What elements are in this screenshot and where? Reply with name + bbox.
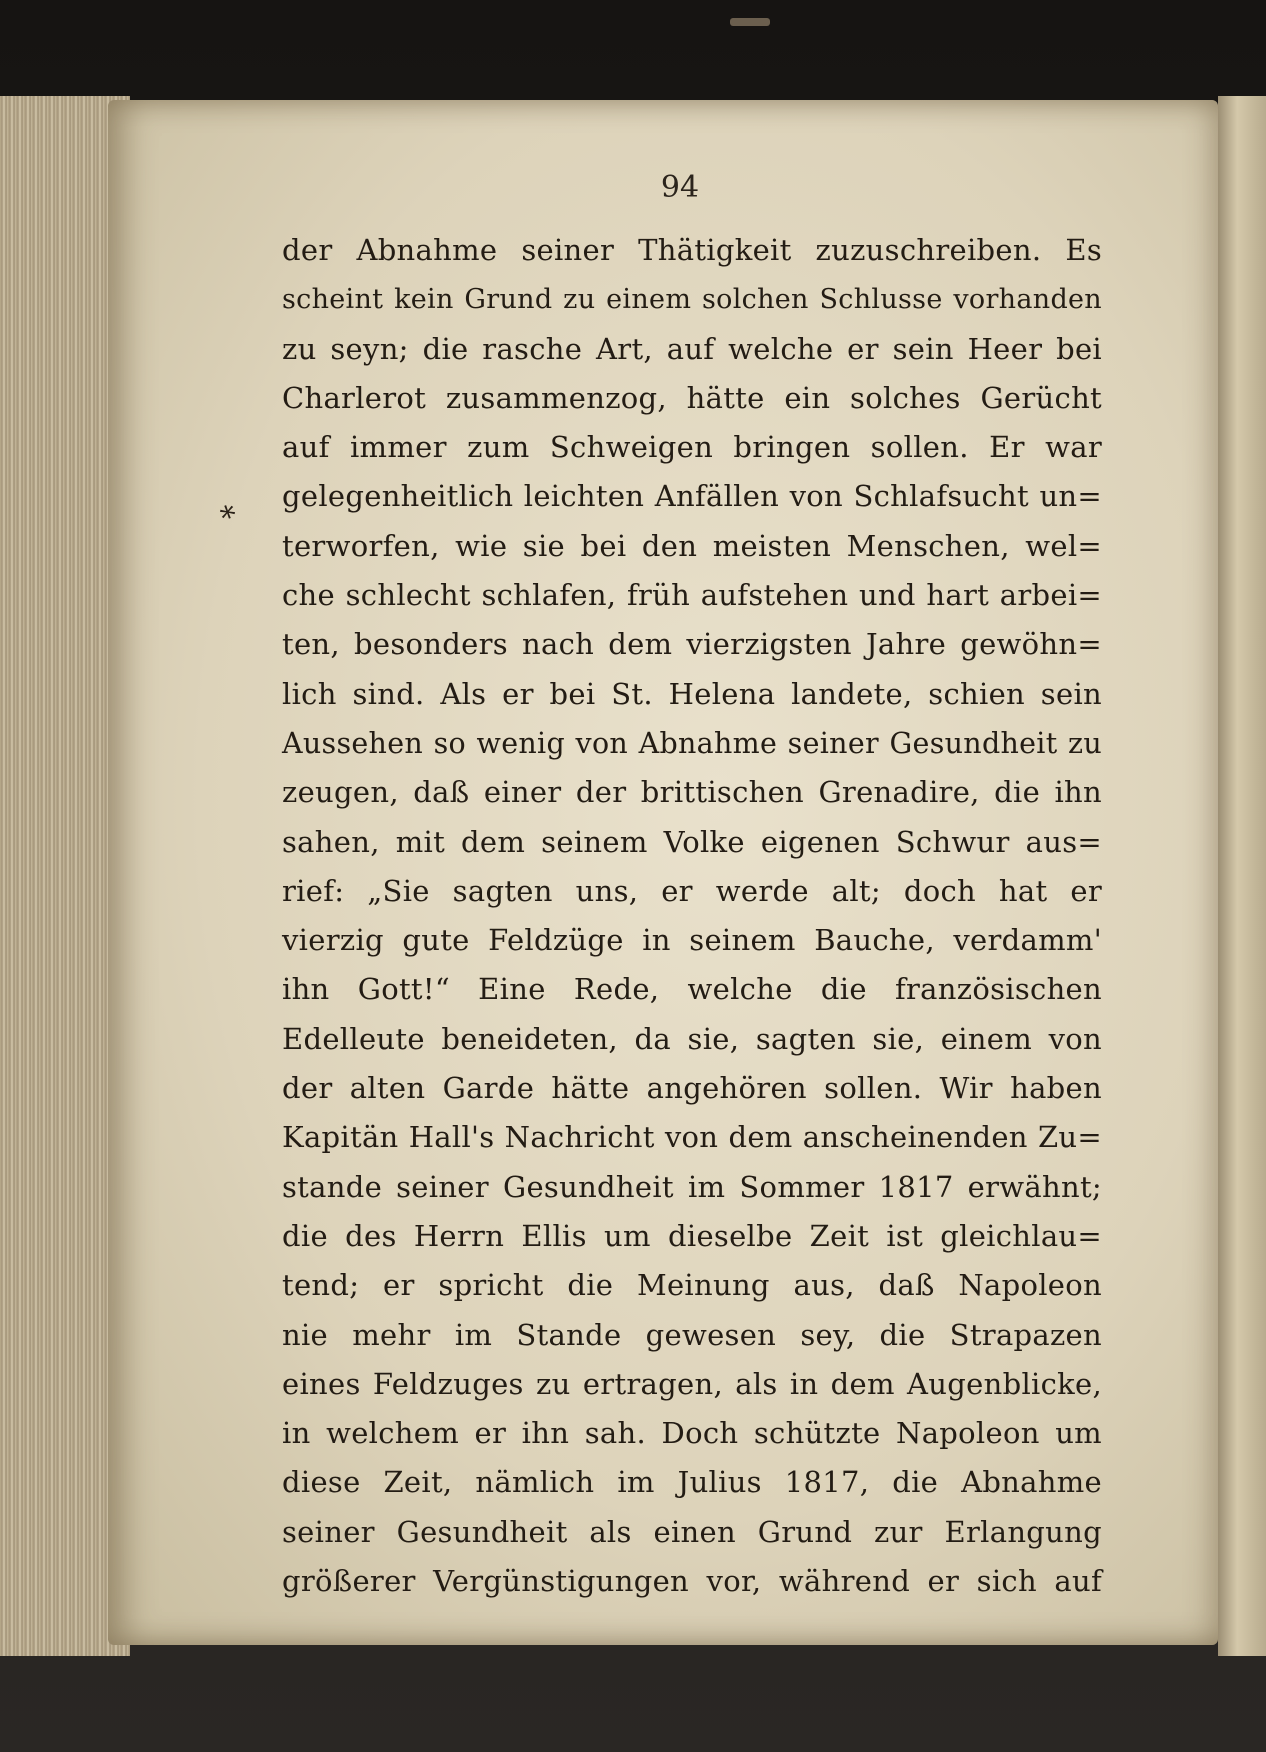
text-line: die des Herrn Ellis um dieselbe Zeit ist gleichlau= (282, 1218, 1102, 1253)
text-line: in welchem er ihn sah. Doch schützte Napoleon um (282, 1416, 1102, 1451)
text-line: che schlecht schlafen, früh aufstehen und hart arbei= (282, 578, 1102, 613)
text-line: tend; er spricht die Meinung aus, daß Napoleon (282, 1268, 1102, 1303)
text-line: rief: „Sie sagten uns, er werde alt; doch hat er (282, 873, 1102, 908)
text-line: nie mehr im Stande gewesen sey, die Strapazen (282, 1317, 1102, 1352)
page-number: 94 (660, 170, 700, 205)
binding-mark (730, 18, 770, 26)
text-line: vierzig gute Feldzüge in seinem Bauche, verdamm' (282, 923, 1102, 958)
text-line: eines Feldzuges zu ertragen, als in dem Augenblicke, (282, 1366, 1102, 1401)
text-line: scheint kein Grund zu einem solchen Schlusse vorhanden (282, 284, 1102, 316)
text-line: auf immer zum Schweigen bringen sollen. Er war (282, 430, 1102, 465)
text-line: gelegenheitlich leichten Anfällen von Schlafsucht un= (282, 479, 1102, 514)
text-line: stande seiner Gesundheit im Sommer 1817 erwähnt; (282, 1169, 1102, 1204)
text-line: Aussehen so wenig von Abnahme seiner Gesundheit zu (282, 726, 1102, 760)
text-line: lich sind. Als er bei St. Helena landete, schien sein (282, 676, 1102, 711)
text-line: seiner Gesundheit als einen Grund zur Erlangung (282, 1514, 1102, 1549)
text-line: größerer Vergünstigungen vor, während er sich auf (282, 1564, 1102, 1599)
text-line: sahen, mit dem seinem Volke eigenen Schwur aus= (282, 824, 1102, 859)
text-line: Kapitän Hall's Nachricht von dem anscheinenden Zu= (282, 1120, 1102, 1155)
text-line: Charlerot zusammenzog, hätte ein solches Gerücht (282, 380, 1102, 415)
text-line: ten, besonders nach dem vierzigsten Jahre gewöhn= (282, 627, 1102, 662)
text-line: der alten Garde hätte angehören sollen. Wir haben (282, 1071, 1102, 1106)
text-line: zeugen, daß einer der brittischen Grenadire, die ihn (282, 775, 1102, 810)
body-text (282, 226, 1102, 1606)
text-line: der Abnahme seiner Thätigkeit zuzuschreiben. Es (282, 233, 1102, 267)
margin-asterisk: * (216, 498, 243, 537)
text-line: zu seyn; die rasche Art, auf welche er sein Heer bei (282, 331, 1102, 366)
text-line: Edelleute beneideten, da sie, sagten sie, einem von (282, 1021, 1102, 1056)
text-line: diese Zeit, nämlich im Julius 1817, die Abnahme (282, 1465, 1102, 1500)
page-edge-right (1218, 96, 1266, 1656)
text-line: terworfen, wie sie bei den meisten Menschen, wel= (282, 528, 1102, 563)
text-line: ihn Gott!“ Eine Rede, welche die französischen (282, 972, 1102, 1007)
